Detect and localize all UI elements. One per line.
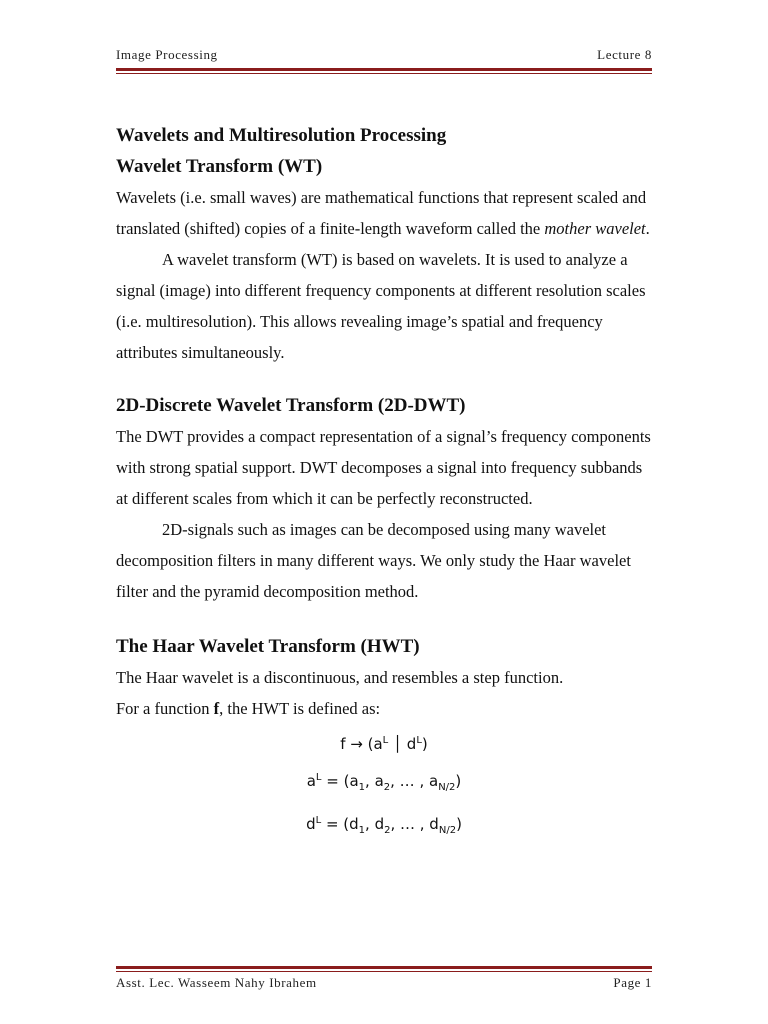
paragraph-dwt-compact: The DWT provides a compact representation of a signal’s frequency components with strong spatial support. DWT decomposes a signal into frequency subbands at different scales from which it can be perfectly reconstructed. [116, 427, 651, 508]
section-title-wavelets: Wavelets and Multiresolution Processing [116, 125, 447, 146]
equation-approximation: $a^L = (a_1$, $a_2$, … , $a_{N/2}$) [306, 772, 462, 793]
paragraph-text: For a function [116, 699, 214, 718]
paragraph-haar-step: The Haar wavelet is a discontinuous, and resembles a step function. [116, 668, 564, 687]
footer-author: Asst. Lec. Wasseem Nahy Ibrahem [116, 975, 317, 990]
section-title-haar: The Haar Wavelet Transform (HWT) [116, 636, 420, 657]
paragraph-text: , the HWT is defined as: [219, 699, 381, 718]
header-lecture-number: Lecture 8 [597, 47, 652, 62]
page-body [116, 120, 652, 847]
equation-detail: $d^L = (d_1$, $d_2$, … , $d_{N/2}$) [306, 815, 462, 836]
footer-page-number: Page 1 [613, 975, 652, 990]
paragraph-wavelets-definition [116, 182, 652, 244]
paragraph-text: Wavelets (i.e. small waves) are mathematical functions that represent scaled and translated (shifted) copies of a finite-length waveform called the [116, 188, 647, 238]
page-header [116, 47, 652, 63]
paragraph-hwt-defined [116, 693, 652, 724]
page-footer [116, 975, 652, 991]
paragraph-end: . [645, 219, 650, 238]
mother-wavelet-term: mother wavelet [544, 219, 646, 238]
header-course-title: Image Processing [116, 47, 218, 62]
section-subtitle-wt: Wavelet Transform (WT) [116, 156, 323, 177]
header-rule [116, 68, 652, 74]
footer-rule [116, 966, 652, 972]
paragraph-wt-based: A wavelet transform (WT) is based on wavelets. It is used to analyze a signal (image) into different frequency components at different resolution scales (i.e. multiresolution). This allows revealing image’s spatial and frequency attributes simultaneously. [116, 250, 646, 362]
function-symbol: f [213, 699, 220, 718]
paragraph-2d-signals: 2D-signals such as images can be decomposed using many wavelet decomposition filters in many different ways. We only study the Haar wavelet filter and the pyramid decomposition method. [116, 520, 631, 601]
equation-hwt-mapping: $f \to (a^L$ │ $d^L$) [340, 735, 428, 753]
section-title-2d-dwt: 2D-Discrete Wavelet Transform (2D-DWT) [116, 395, 466, 416]
